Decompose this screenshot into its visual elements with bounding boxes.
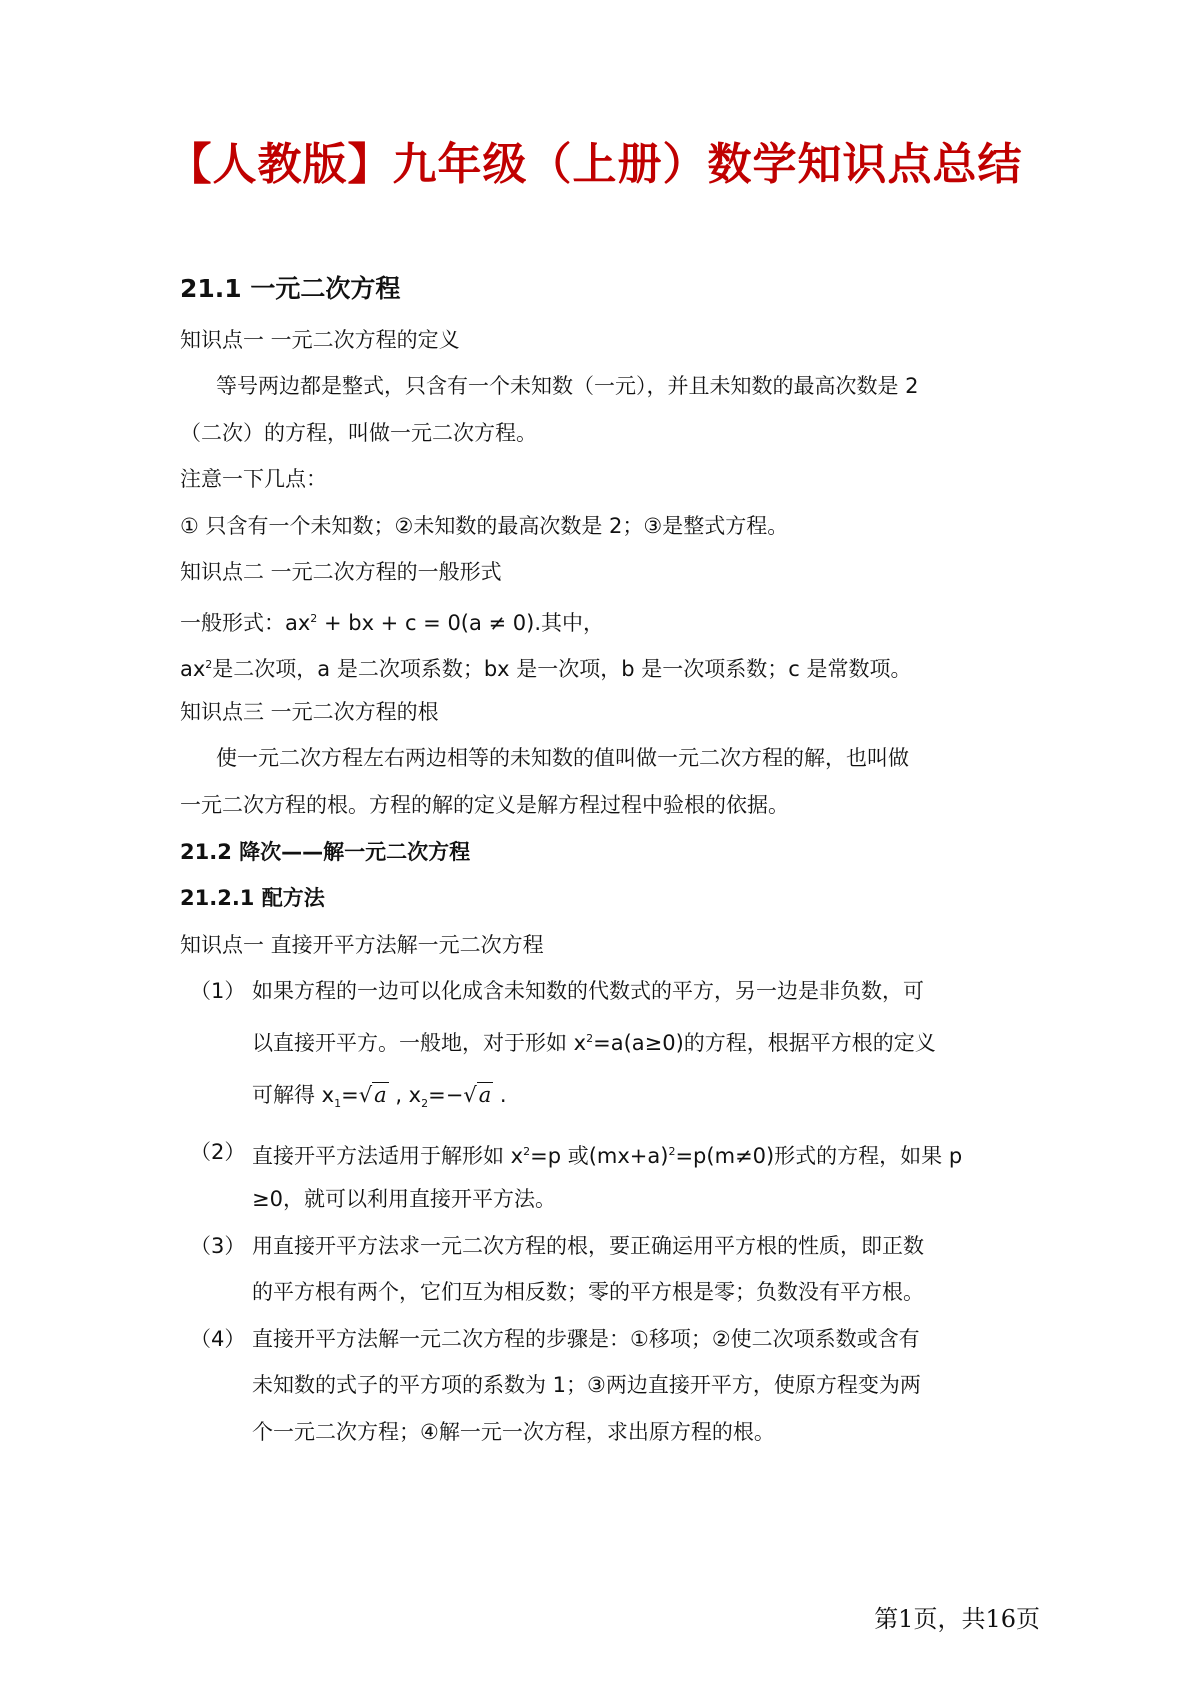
item-number: （3）: [190, 1234, 246, 1258]
kp2-description: $ax^2$是二次项，a 是二次项系数；bx 是一次项，b 是一次项系数；c 是常数项。: [180, 657, 912, 681]
item4-line1: 直接开平方法解一元二次方程的步骤是：①移项；②使二次项系数或含有: [252, 1327, 920, 1351]
kp2-general-form: 一般形式：$ax^2$ + bx + c = 0(a ≠ 0).其中，: [180, 611, 605, 635]
item2-line2: ≥0，就可以利用直接开平方法。: [252, 1187, 556, 1211]
sqrt-a-2: √a: [463, 1083, 492, 1107]
item-number: （1）: [190, 979, 246, 1003]
kp1-paragraph-line2: （二次）的方程，叫做一元二次方程。: [180, 421, 537, 445]
subsection-heading-21-2-1: 21.2.1 配方法: [180, 886, 325, 910]
item3-line2: 的平方根有两个，它们互为相反数；零的平方根是零；负数没有平方根。: [252, 1280, 924, 1304]
kp3-title: 知识点三 一元二次方程的根: [180, 700, 439, 724]
section-heading-21-1: 21.1 一元二次方程: [180, 274, 401, 303]
kp3-paragraph-line2: 一元二次方程的根。方程的解的定义是解方程过程中验根的依据。: [180, 793, 789, 817]
item4-line3: 个一元二次方程；④解一元一次方程，求出原方程的根。: [252, 1420, 775, 1444]
sqrt-a-1: √a: [358, 1083, 387, 1107]
item1-line3: 可解得 $x_1=√a$ , $x_2=-√a$ .: [252, 1083, 507, 1111]
item-number: （4）: [190, 1327, 246, 1351]
kp3-paragraph-line1: 使一元二次方程左右两边相等的未知数的值叫做一元二次方程的解，也叫做: [216, 746, 909, 770]
note-title: 注意一下几点：: [180, 467, 327, 491]
kp1-paragraph-line1: 等号两边都是整式，只含有一个未知数（一元），并且未知数的最高次数是 2: [216, 374, 919, 398]
kp1-title: 知识点一 一元二次方程的定义: [180, 328, 460, 352]
section-heading-21-2: 21.2 降次——解一元二次方程: [180, 840, 471, 864]
kp2-title: 知识点二 一元二次方程的一般形式: [180, 560, 502, 584]
note-items: ① 只含有一个未知数；②未知数的最高次数是 2；③是整式方程。: [180, 514, 789, 538]
item1-line2: 以直接开平方。一般地，对于形如 $x^2=a(a\ge 0)$的方程，根据平方根的定义: [252, 1031, 936, 1055]
s2-kp1-title: 知识点一 直接开平方法解一元二次方程: [180, 933, 544, 957]
item4-line2: 未知数的式子的平方项的系数为 1；③两边直接开平方，使原方程变为两: [252, 1373, 921, 1397]
item3-line1: 用直接开平方法求一元二次方程的根，要正确运用平方根的性质，即正数: [252, 1234, 924, 1258]
page-title: 【人教版】九年级（上册）数学知识点总结: [167, 139, 1023, 190]
page-footer: 第1页，共16页: [874, 1605, 1040, 1633]
item1-line1: 如果方程的一边可以化成含未知数的代数式的平方，另一边是非负数，可: [252, 979, 924, 1003]
item-number: （2）: [190, 1140, 246, 1164]
item2-line1: 直接开平方法适用于解形如 $x^2=p$ 或$(mx+a)^2=p(m\ne 0)$形式的方程，如果 p: [252, 1144, 963, 1168]
